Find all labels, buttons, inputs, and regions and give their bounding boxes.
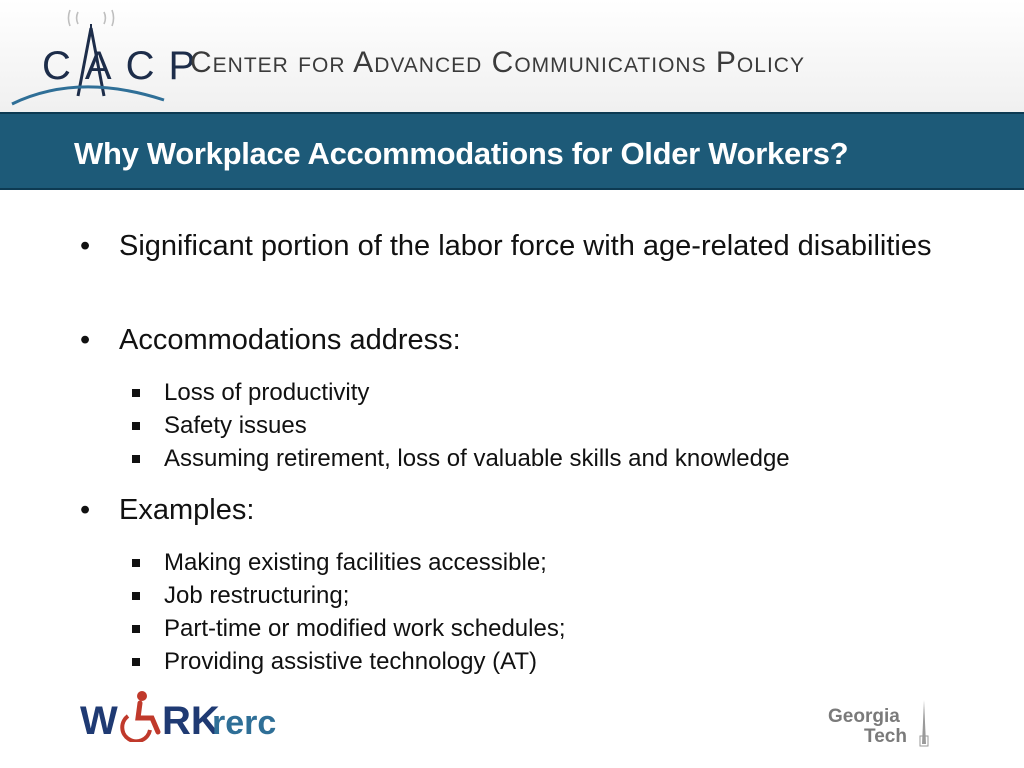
square-bullet-icon (132, 592, 140, 600)
slide-title: Why Workplace Accommodations for Older Workers? (74, 136, 849, 171)
work-logo-w: W (80, 699, 118, 742)
tech-tower-icon (920, 700, 928, 746)
sub-bullet-item (132, 409, 952, 442)
sub-bullet-text: Safety issues (164, 412, 307, 439)
work-logo-rerc: rerc (212, 704, 277, 742)
work-rerc-logo (80, 686, 290, 747)
square-bullet-icon (132, 389, 140, 397)
sub-bullet-text: Assuming retirement, loss of valuable skills and knowledge (164, 445, 790, 472)
bullet-text: Examples: (119, 494, 255, 526)
square-bullet-icon (132, 658, 140, 666)
gt-logo-line2: Tech (864, 726, 907, 747)
bullet-item (80, 492, 940, 529)
square-bullet-icon (132, 455, 140, 463)
wheelchair-person-icon (80, 686, 290, 742)
cacp-logo-letters: CACP (42, 44, 210, 88)
bullet-dot: • (80, 324, 91, 356)
square-bullet-icon (132, 559, 140, 567)
bullet-item (80, 228, 940, 265)
bullet-text: Significant portion of the labor force with age-related disabilities (119, 230, 932, 262)
sub-bullet-text: Job restructuring; (164, 582, 350, 609)
sub-bullet-text: Making existing facilities accessible; (164, 549, 547, 576)
bullet-text: Accommodations address: (119, 324, 461, 356)
bullet-dot: • (80, 230, 91, 262)
sub-bullet-item (132, 442, 952, 475)
org-name: Center for Advanced Communications Policy (190, 46, 805, 79)
sub-bullet-text: Part-time or modified work schedules; (164, 615, 566, 642)
sub-bullet-item (132, 645, 952, 678)
sub-bullet-text: Providing assistive technology (AT) (164, 648, 538, 675)
georgia-tech-logo (826, 696, 936, 755)
sub-bullet-item (132, 579, 952, 612)
gt-logo-line1: Georgia (828, 706, 900, 727)
bullet-dot: • (80, 494, 91, 526)
sub-bullet-item (132, 546, 952, 579)
square-bullet-icon (132, 422, 140, 430)
work-logo-rk: RK (162, 699, 220, 742)
title-bar (0, 112, 1024, 190)
bullet-item (80, 322, 940, 359)
sub-bullet-item (132, 612, 952, 645)
square-bullet-icon (132, 625, 140, 633)
sub-bullet-item (132, 376, 952, 409)
sub-bullet-text: Loss of productivity (164, 379, 370, 406)
slide-header (0, 0, 1024, 112)
